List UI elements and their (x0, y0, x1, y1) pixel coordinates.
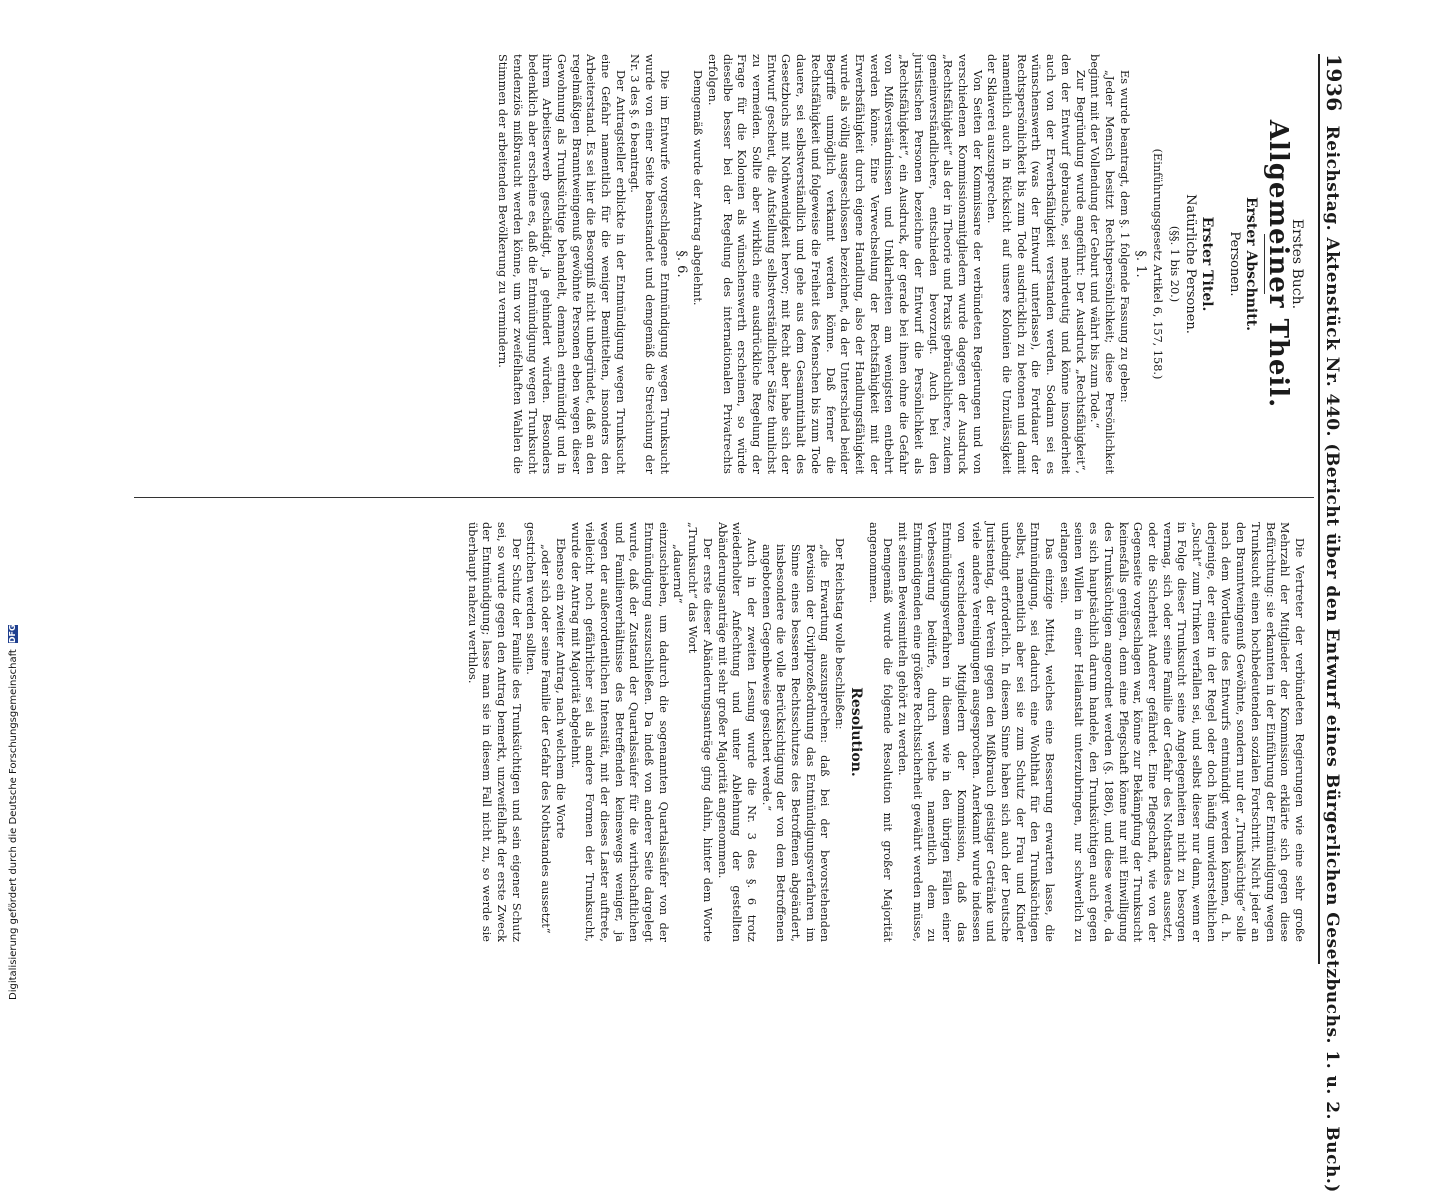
section-heading: Erster Abschnitt. (1242, 196, 1259, 332)
paragraph-text: Der Schutz der Familie des Trunksüchtigen und sein eigener Schutz sei, so wurde gegen den Antrag bemerkt, unzweifelhaft der erste Zweck der Entmündigung; lasse man sie in diesem Fall nicht zu, so werde sie überhaupt nahezu werthlos. (465, 522, 523, 942)
book-heading: Erstes Buch. (1289, 218, 1305, 310)
digitization-credit (6, 10, 20, 1000)
paragraph-6-heading: §. 6. (673, 250, 689, 278)
left-column (494, 54, 1306, 474)
quote-text: „oder sich oder seine Familie der Gefahr des Nothstandes aussetzt“ (539, 544, 553, 934)
paragraph-text: Die Vertreter der verbündeten Regierungen wie eine sehr große Mehrzahl der Mitglieder der Kommission erklärte sich gegen diese Befürchtung: sie erkannten in der Einführung der Entmündigung wegen Trunksucht einen hochbedeutenden sozialen Fortschritt. Nicht jeder an den Branntweingenuß Gewöhnte, sondern nur der „Trunksüchtige“ solle nach dem Wortlaute des Entwurfs entmündigt werden können, d. h. derjenige, der einer in der Regel oder doch häufig unwiderstehlichen „Sucht“ zum Trinken verfallen sei, und selbst dieser nur dann, wenn er in Folge dieser Trunksucht seine Angelegenheiten nicht zu besorgen vermag, sich oder seine Familie der Gefahr des Nothstandes aussetzt, oder die Sicherheit Anderer gefährdet. Eine Pflegschaft, wie von der Gegenseite vorgeschlagen war, könne zur Bekämpfung der Trunksucht keinesfalls genügen, denn eine Pflegschaft könne nur mit Einwilligung des Trunksüchtigen angeordnet werden (§. 1886), und diese werde, da es sich hauptsächlich darum handele, den Trunksüchtigen auch gegen seinen Willen in einer Heilanstalt unterzubringen, nur schwerlich zu erlangen sein. (1057, 522, 1306, 942)
section-subject: Personen. (1226, 231, 1242, 297)
quote-text: „Jeder Mensch besitzt Rechtspersönlichkeit; diese Persönlichkeit beginnt mit der Vollendung der Geburt und währt bis zum Tode.“ (1088, 54, 1116, 474)
paragraph-text: Die im Entwurfe vorgeschlagene Entmündigung wegen Trunksucht wurde von einer Seite beanstandet und demgemäß die Streichung der Nr. 3 des §. 6 beantragt. (628, 54, 671, 474)
paragraph-text: Der Reichstag wolle beschließen: (833, 538, 847, 730)
quote-text: „die Erwartung auszusprechen: daß bei der bevorstehenden Revision der Civilprozeßordnung das Entmündigungsverfahren im Sinne eines besseren Rechtsschutzes des Betroffenen abgeändert, insbesondere die volle Berücksichtigung der von dem Betroffenen angebotenen Gegenbeweise gesichert werde.“ (759, 544, 832, 942)
paragraph-text: Ebenso ein zweiter Antrag, nach welchem die Worte (553, 538, 567, 839)
paragraph-text: einzuschieben, um dadurch die sogenannten Quartalssäufer von der Entmündigung auszuschließen. Da indeß von anderer Seite dargelegt wurde, daß der Zustand der Quartalssäufer für die wirthschaftlichen und Familienverhältnisse des Betreffenden keineswegs weniger, ja wegen der außerordentlichen Intensität, mit der dieses Laster auftrete, vielleicht noch gefährlicher sei als andere Formen der Trunksucht, wurde der Antrag mit Majorität abgelehnt. (568, 522, 670, 942)
dfg-logo: DFG (8, 624, 17, 644)
paragraph-text: Der Antragsteller erblickte in der Entmündigung wegen Trunksucht eine Gefahr namentlich für die weniger Bemittelten, insonders den Arbeiterstand. Es sei hier die Besorgniß nicht unbegründet, daß an den regelmäßigen Branntweingenuß gewöhnte Personen eben wegen dieser Gewohnung als Trunksüchtige behandelt, demnach entmündigt und in ihrem Arbeitserwerb geschädigt, ja gehindert würden. Besonders bedenklich aber erscheine es, daß die Entmündigung wegen Trunksucht tendenziös mißbraucht werden könne, um vor zweifelhaften Wahlen die Stimmen der arbeitenden Bevölkerung zu vermindern. (496, 54, 627, 474)
paragraph-range: (§§. 1 bis 20.) (1167, 225, 1181, 303)
running-head-text: Reichstag. Aktenstück Nr. 440. (Bericht über den Entwurf eines Bürgerlichen Gesetzbuchs. 1. u. 2. Buch.) (1322, 125, 1342, 1193)
paragraph-text: Von Seiten der Kommissare der verbündeten Regierungen und von verschiedenen Kommissionsmitgliedern wurde dagegen der Ausdruck „Rechtsfähigkeit“ als der in Theorie und Praxis gebräuchlichere, zudem gemeinverständlichere, entschieden bevorzugt. Auch bei den juristischen Personen bezeichne der Entwurf die Persönlichkeit als „Rechtsfähigkeit“, ein Ausdruck, der gerade bei ihnen ohne die Gefahr von Mißverständnissen und Unklarheiten am wenigsten entbehrt werden könne. Eine Verwechselung der Rechtsfähigkeit mit der Erwerbsfähigkeit durch eigene Handlung, also der Handlungsfähigkeit wurde als völlig ausgeschlossen bezeichnet, da der Unterschied beider Begriffe unmöglich verkannt werden könne. Daß ferner die Rechtsfähigkeit und folgeweise die Freiheit des Menschen bis zum Tode dauere, sei selbstverständlich und gehe aus dem Gesammtinhalt des Gesetzbuchs mit Nothwendigkeit hervor; mit Recht aber habe sich der Entwurf gescheut, die Aufstellung selbstverständlicher Sätze thunlichst zu vermeiden. Sollte aber wirklich eine ausdrückliche Regelung der Frage für die Kolonien als wünschenswerth erscheinen, so würde dieselbe besser bei der Regelung des internationalen Privatrechts erfolgen. (705, 54, 984, 474)
paragraph-text: Zur Begründung wurde angeführt: Der Ausdruck „Rechtsfähigkeit“, den der Entwurf gebrauche, sei mehrdeutig und könne insonderheit auch von der Erwerbsfähigkeit verstanden werden. Sodann sei es wünschenswerth (was der Entwurf unterlasse), die Fortdauer der Rechtspersönlichkeit bis zum Tode ausdrücklich zu betonen und damit namentlich auch in Rücksicht auf unsere Kolonien die Unzulässigkeit der Sklaverei auszusprechen. (985, 54, 1087, 474)
paragraph-text: Demgemäß wurde die folgende Resolution mit großer Majorität angenommen. (866, 522, 895, 942)
result-text: Demgemäß wurde der Antrag abgelehnt. (691, 70, 705, 306)
right-column (464, 522, 1306, 942)
title-heading: Erster Titel. (1199, 216, 1216, 312)
paragraph-1-heading: §. 1. (1133, 250, 1149, 278)
scanned-page (74, 0, 1364, 1193)
page-number: 1936 (1322, 54, 1346, 112)
title-subject: Natürliche Personen. (1183, 194, 1199, 334)
running-header (1322, 54, 1352, 1193)
part-heading: Allgemeiner Theil. (1263, 119, 1294, 409)
resolution-heading: Resolution. (847, 687, 864, 777)
paragraph-text: Es wurde beantragt, dem §. 1 folgende Fassung zu geben: (1117, 70, 1131, 403)
quote-text: „dauernd“ (671, 544, 685, 604)
paragraph-text: Das einzige Mittel, welches eine Besserung erwarten lasse, die Entmündigung, sei dadurch eine Wohlthat für den Trunksüchtigen selbst, namentlich aber sei sie zum Schutz der Frau und Kinder unbedingt erforderlich. In diesem Sinne haben sich auch der Deutsche Juristentag, der Verein gegen den Mißbrauch geistiger Getränke und viele andere Vereinigungen ausgesprochen. Anerkannt wurde indessen von verschiedenen Mitgliedern der Kommission, daß das Entmündigungsverfahren in diesem wie in den übrigen Fällen einer Verbesserung bedürfe, durch welche namentlich dem zu Entmündigenden eine größere Rechtssicherheit gewährt werden müsse, mit seinen Beweismitteln gehört zu werden. (896, 522, 1057, 942)
paragraph-text: gestrichen werden sollten. (524, 522, 538, 675)
header-rule (1318, 54, 1320, 964)
credit-text: Digitalisierung gefördert durch die Deutsche Forschungsgemeinschaft (7, 649, 19, 1000)
paragraph-text: Der erste dieser Abänderungsanträge ging dahin, hinter dem Worte „Trunksucht“ das Wort (686, 522, 714, 942)
column-divider (134, 497, 1314, 498)
paragraph-text: Auch in der zweiten Lesung wurde die Nr. 3 des §. 6 trotz wiederholter Anfechtung und unter Ablehnung der gestellten Abänderungsanträge mit sehr großer Majorität angenommen. (715, 522, 758, 942)
intro-law-reference: (Einführungsgesetz Artikel 6, 157, 158.) (1151, 148, 1165, 380)
